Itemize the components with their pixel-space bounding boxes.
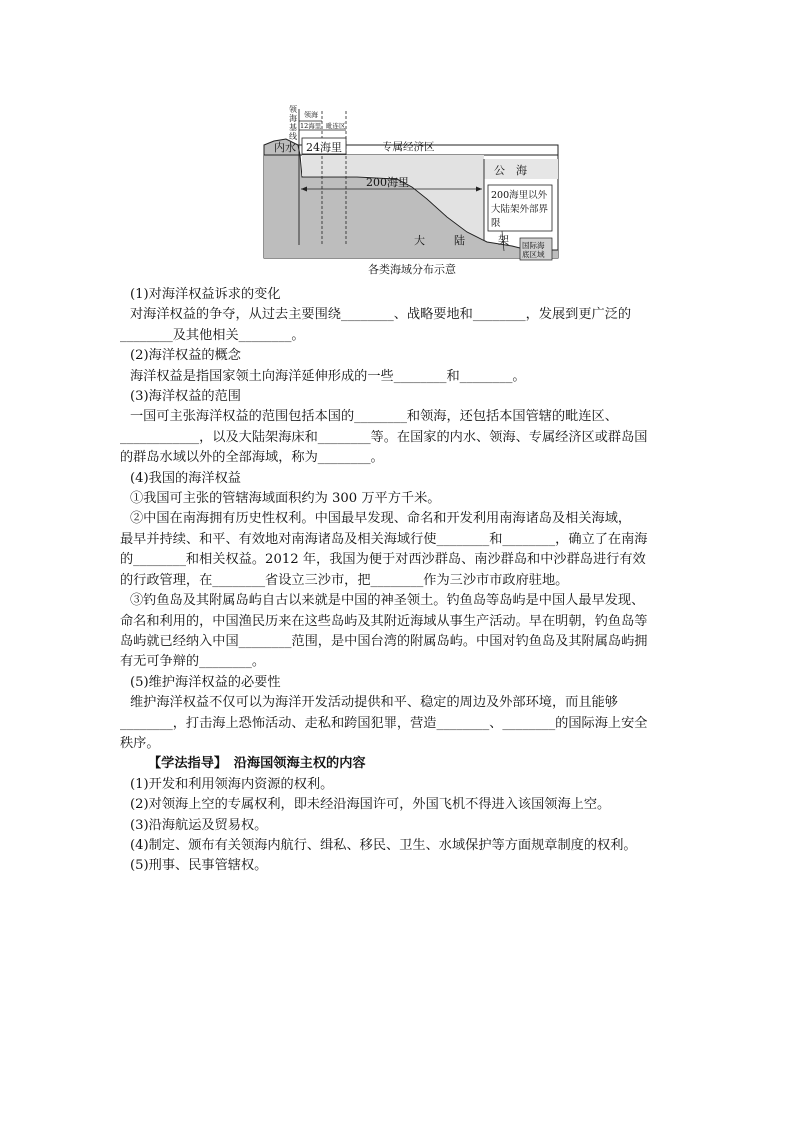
text-line: 维护海洋权益不仅可以为海洋开发活动提供和平、稳定的周边及外部环境，而且能够 xyxy=(130,695,618,711)
nm12-label: 12海里 xyxy=(300,122,322,130)
text-line: ③钓鱼岛及其附属岛屿自古以来就是中国的神圣领土。钓鱼岛等岛屿是中国人最早发现、 xyxy=(130,593,645,609)
high-seas-label: 公 海 xyxy=(494,164,527,177)
text-line: (5)刑事、民事管辖权。 xyxy=(130,858,268,874)
territorial-sea-label: 领海 xyxy=(304,111,318,119)
text-line: 对海洋权益的争夺，从过去主要围绕________、战略要地和________，发展到更广泛的 xyxy=(130,307,632,323)
text-line: (1)开发和利用领海内资源的权利。 xyxy=(130,776,334,792)
text-line: ①我国可主张的管辖海域面积约为 300 万平方千米。 xyxy=(130,491,441,507)
text-line: 秩序。 xyxy=(120,735,160,751)
text-line: ②中国在南海拥有历史性权利。中国最早发现、命名和开发利用南海诸岛及相关海域， xyxy=(130,511,632,527)
text-line: (5)维护海洋权益的必要性 xyxy=(130,674,281,690)
text-line: 一国可主张海洋权益的范围包括本国的________和领海，还包括本国管辖的毗连区、 xyxy=(130,409,618,425)
text-line: ________及其他相关________。 xyxy=(120,327,305,343)
text-line: (3)海洋权益的范围 xyxy=(130,389,241,405)
contiguous-zone-label: 毗连区 xyxy=(326,122,346,130)
continent-char-2: 陆 xyxy=(454,234,465,247)
nm24-label: 24海里 xyxy=(306,141,342,154)
baseline-char-1: 领 xyxy=(289,105,297,114)
baseline-vertical-label xyxy=(289,104,298,141)
text-line: (2)海洋权益的概念 xyxy=(130,348,241,364)
text-body xyxy=(120,285,680,877)
text-line: 岛屿就已经纳入中国________范围，是中国台湾的附属岛屿。中国对钓鱼岛及其附属岛屿拥 xyxy=(120,633,648,649)
text-line: 最早并持续、和平、有效地对南海诸岛及相关海域行使________和________，确立了在南海 xyxy=(120,531,648,547)
baseline-char-2: 海 xyxy=(289,114,297,123)
text-line: 的群岛水域以外的全部海域，称为________。 xyxy=(120,450,384,466)
continent-char-1: 大 xyxy=(414,234,425,247)
text-line: (1)对海洋权益诉求的变化 xyxy=(130,287,281,302)
text-line: 海洋权益是指国家领土向海洋延伸形成的一些________和________。 xyxy=(130,368,526,384)
seabed-area-line-1: 国际海 xyxy=(522,241,545,250)
text-line: 有无可争辩的________。 xyxy=(120,654,266,670)
text-line: ____________，以及大陆架海床和________等。在国家的内水、领海、专属经济区或群岛国 xyxy=(120,429,648,445)
text-line: (3)沿海航运及贸易权。 xyxy=(130,817,268,833)
text-line: 的行政管理，在________省设立三沙市，把________作为三沙市市政府驻地。 xyxy=(120,572,569,588)
sea-zones-diagram xyxy=(262,103,562,280)
text-line: (4)制定、颁布有关领海内航行、缉私、移民、卫生、水域保护等方面规章制度的权利。 xyxy=(130,837,637,853)
text-line: 命名和利用的，中国渔民历来在这些岛屿及其附近海域从事生产活动。早在明朝，钓鱼岛等 xyxy=(120,613,648,629)
continent-char-3: 架 xyxy=(498,234,509,247)
sea-zones-svg xyxy=(262,103,562,261)
text-line: ________，打击海上恐怖活动、走私和跨国犯罪，营造________、________的国际海上安全 xyxy=(120,715,648,731)
shelf-box-line-3: 限 xyxy=(491,218,501,229)
seabed-area-line-2: 底区域 xyxy=(522,250,545,259)
nm200-label: 200海里 xyxy=(366,176,409,189)
shelf-box-line-1: 200海里以外 xyxy=(491,190,548,201)
figure-caption: 各类海域分布示意 xyxy=(368,263,456,276)
text-line: (4)我国的海洋权益 xyxy=(130,470,241,486)
text-line: (2)对领海上空的专属权利，即未经沿海国许可，外国飞机不得进入该国领海上空。 xyxy=(130,797,611,813)
baseline-char-3: 基 xyxy=(289,123,297,132)
shelf-box-line-2: 大陆架外部界 xyxy=(491,204,549,215)
text-line: 的________和相关权益。2012 年，我国为便于对西沙群岛、南沙群岛和中沙群岛进行有效 xyxy=(120,552,646,568)
inland-water-label: 内水 xyxy=(274,141,296,154)
baseline-char-4: 线 xyxy=(289,132,297,141)
text-line: 【学法指导】 沿海国领海主权的内容 xyxy=(148,756,366,772)
eez-label: 专属经济区 xyxy=(382,141,435,153)
